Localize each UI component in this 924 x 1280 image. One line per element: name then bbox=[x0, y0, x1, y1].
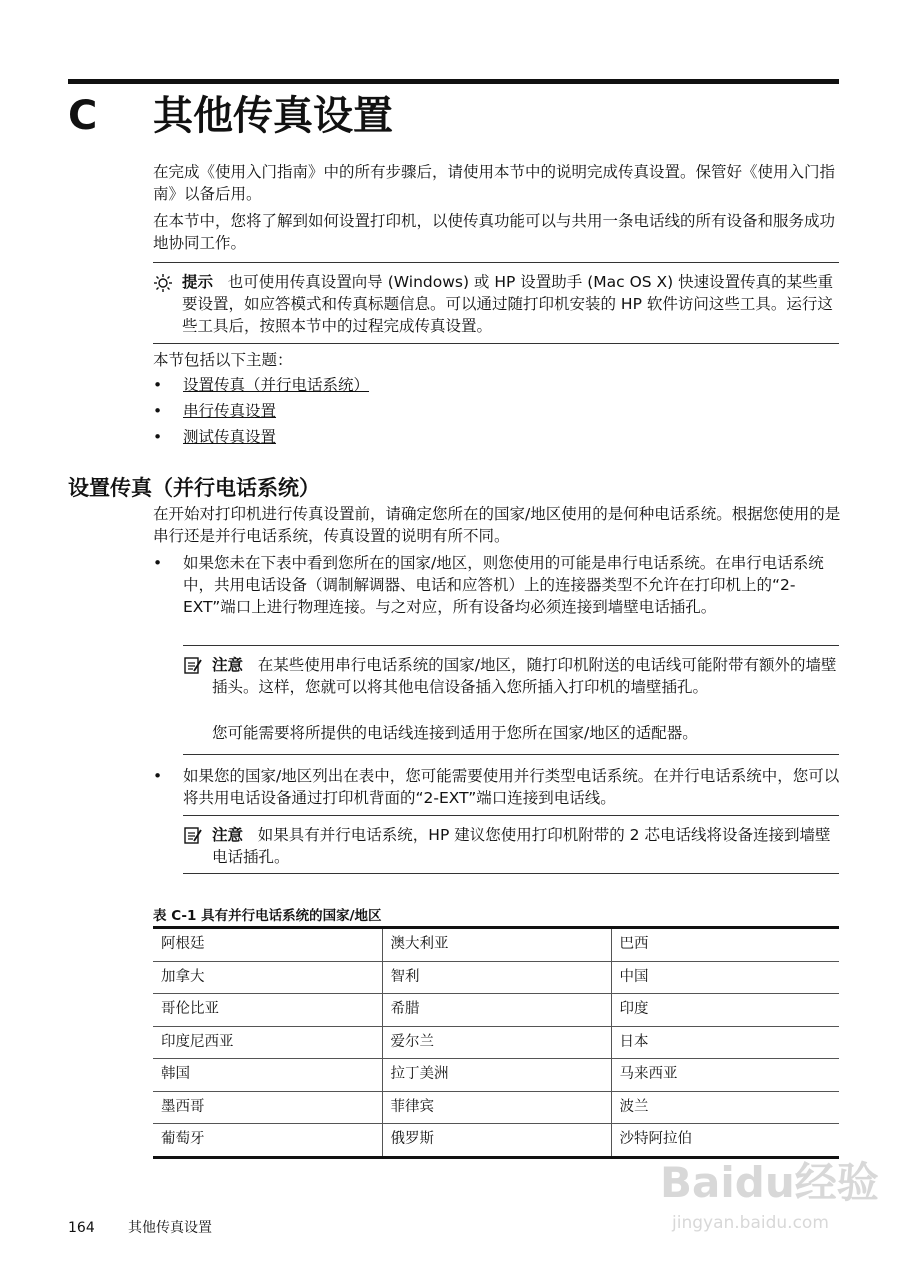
bullet-marker: • bbox=[153, 428, 163, 446]
table-cell: 印度 bbox=[611, 994, 839, 1027]
chapter-top-rule bbox=[68, 79, 839, 84]
table-cell: 波兰 bbox=[611, 1091, 839, 1124]
table-cell: 中国 bbox=[611, 961, 839, 994]
table-cell: 澳大利亚 bbox=[382, 929, 611, 961]
bullet-marker: • bbox=[153, 376, 163, 394]
table-row bbox=[153, 994, 839, 1027]
note2-bottom-rule bbox=[183, 873, 839, 874]
table-cell: 阿根廷 bbox=[153, 929, 382, 961]
bullet-marker: • bbox=[153, 554, 163, 572]
table-row bbox=[153, 961, 839, 994]
table-cell: 拉丁美洲 bbox=[382, 1059, 611, 1092]
intro-text-1: 在完成《使用入门指南》中的所有步骤后，请使用本节中的说明完成传真设置。保管好《使用入门指南》以备后用。 bbox=[153, 163, 836, 203]
countries-table bbox=[153, 929, 839, 1159]
table-cell: 韩国 bbox=[153, 1059, 382, 1092]
table-cell: 葡萄牙 bbox=[153, 1124, 382, 1158]
baidu-watermark-url: jingyan.baidu.com bbox=[672, 1213, 829, 1233]
table-cell: 哥伦比亚 bbox=[153, 994, 382, 1027]
note2-label: 注意 bbox=[212, 826, 244, 844]
topic-link-parallel[interactable]: 设置传真（并行电话系统） bbox=[183, 376, 370, 394]
table-cell: 加拿大 bbox=[153, 961, 382, 994]
intro-text-2: 在本节中，您将了解到如何设置打印机，以使传真功能可以与共用一条电话线的所有设备和服务成功地协同工作。 bbox=[153, 212, 836, 252]
table-row bbox=[153, 1026, 839, 1059]
table-row bbox=[153, 1059, 839, 1092]
table-cell: 俄罗斯 bbox=[382, 1124, 611, 1158]
note2-top-rule bbox=[183, 815, 839, 816]
table-cell: 马来西亚 bbox=[611, 1059, 839, 1092]
bullet-marker: • bbox=[153, 767, 163, 785]
note-icon bbox=[183, 826, 203, 846]
topics-intro: 本节包括以下主题： bbox=[153, 351, 293, 369]
lightbulb-icon bbox=[153, 273, 173, 293]
table-row bbox=[153, 1091, 839, 1124]
table-cell: 菲律宾 bbox=[382, 1091, 611, 1124]
tip-block bbox=[182, 271, 840, 337]
table-caption: 表 C-1 具有并行电话系统的国家/地区 bbox=[153, 908, 382, 924]
note2-text: 如果具有并行电话系统，HP 建议您使用打印机附带的 2 芯电话线将设备连接到墙壁电话插孔。 bbox=[212, 826, 831, 866]
footer-title: 其他传真设置 bbox=[128, 1220, 212, 1236]
note1-text-2: 您可能需要将所提供的电话线连接到适用于您所在国家/地区的适配器。 bbox=[212, 724, 698, 742]
note1-label: 注意 bbox=[212, 656, 244, 674]
chapter-letter: C bbox=[68, 93, 98, 139]
intro-paragraph-2 bbox=[153, 210, 841, 254]
tip-text: 也可使用传真设置向导 (Windows) 或 HP 设置助手 (Mac OS X) 快速设置传真的某些重要设置，如应答模式和传真标题信息。可以通过随打印机安装的 HP 软件访问这些工具。运行这些工具后，按照本节中的过程完成传真设置。 bbox=[182, 273, 834, 335]
note1-text: 在某些使用串行电话系统的国家/地区，随打印机附送的电话线可能附带有额外的墙壁插头。这样，您就可以将其他电信设备插入您所插入打印机的墙壁插孔。 bbox=[212, 656, 837, 696]
tip-label: 提示 bbox=[182, 273, 214, 291]
note-icon bbox=[183, 656, 203, 676]
table-cell: 日本 bbox=[611, 1026, 839, 1059]
note1-top-rule bbox=[183, 645, 839, 646]
bullet-parallel-text: 如果您的国家/地区列出在表中，您可能需要使用并行类型电话系统。在并行电话系统中，您可以将共用电话设备通过打印机背面的“2-EXT”端口连接到电话线。 bbox=[183, 767, 840, 807]
page-number: 164 bbox=[68, 1220, 95, 1236]
table-cell: 沙特阿拉伯 bbox=[611, 1124, 839, 1158]
bullet-serial-text: 如果您未在下表中看到您所在的国家/地区，则您使用的可能是串行电话系统。在串行电话系统中，共用电话设备（调制解调器、电话和应答机）上的连接器类型不允许在打印机上的“2-EXT”端口上进行物理连接。与之对应，所有设备均必须连接到墙壁电话插孔。 bbox=[183, 554, 824, 616]
table-cell: 巴西 bbox=[611, 929, 839, 961]
section-heading: 设置传真（并行电话系统） bbox=[68, 476, 320, 500]
bullet-marker: • bbox=[153, 402, 163, 420]
note1-bottom-rule bbox=[183, 754, 839, 755]
table-cell: 爱尔兰 bbox=[382, 1026, 611, 1059]
tip-bottom-rule bbox=[153, 343, 839, 344]
table-cell: 智利 bbox=[382, 961, 611, 994]
baidu-watermark-logo: Baidu经验 bbox=[660, 1158, 879, 1207]
table-cell: 希腊 bbox=[382, 994, 611, 1027]
table-row bbox=[153, 929, 839, 961]
note2-block bbox=[212, 824, 840, 868]
table-cell: 印度尼西亚 bbox=[153, 1026, 382, 1059]
note1-block bbox=[212, 654, 840, 698]
intro-paragraph-1 bbox=[153, 161, 841, 205]
topic-link-serial[interactable]: 串行传真设置 bbox=[183, 402, 277, 420]
table-row bbox=[153, 1124, 839, 1158]
table-cell: 墨西哥 bbox=[153, 1091, 382, 1124]
topic-link-test[interactable]: 测试传真设置 bbox=[183, 428, 277, 446]
tip-top-rule bbox=[153, 262, 839, 263]
chapter-title: 其他传真设置 bbox=[153, 93, 393, 139]
section-intro: 在开始对打印机进行传真设置前，请确定您所在的国家/地区使用的是何种电话系统。根据您使用的是串行还是并行电话系统，传真设置的说明有所不同。 bbox=[153, 505, 841, 545]
